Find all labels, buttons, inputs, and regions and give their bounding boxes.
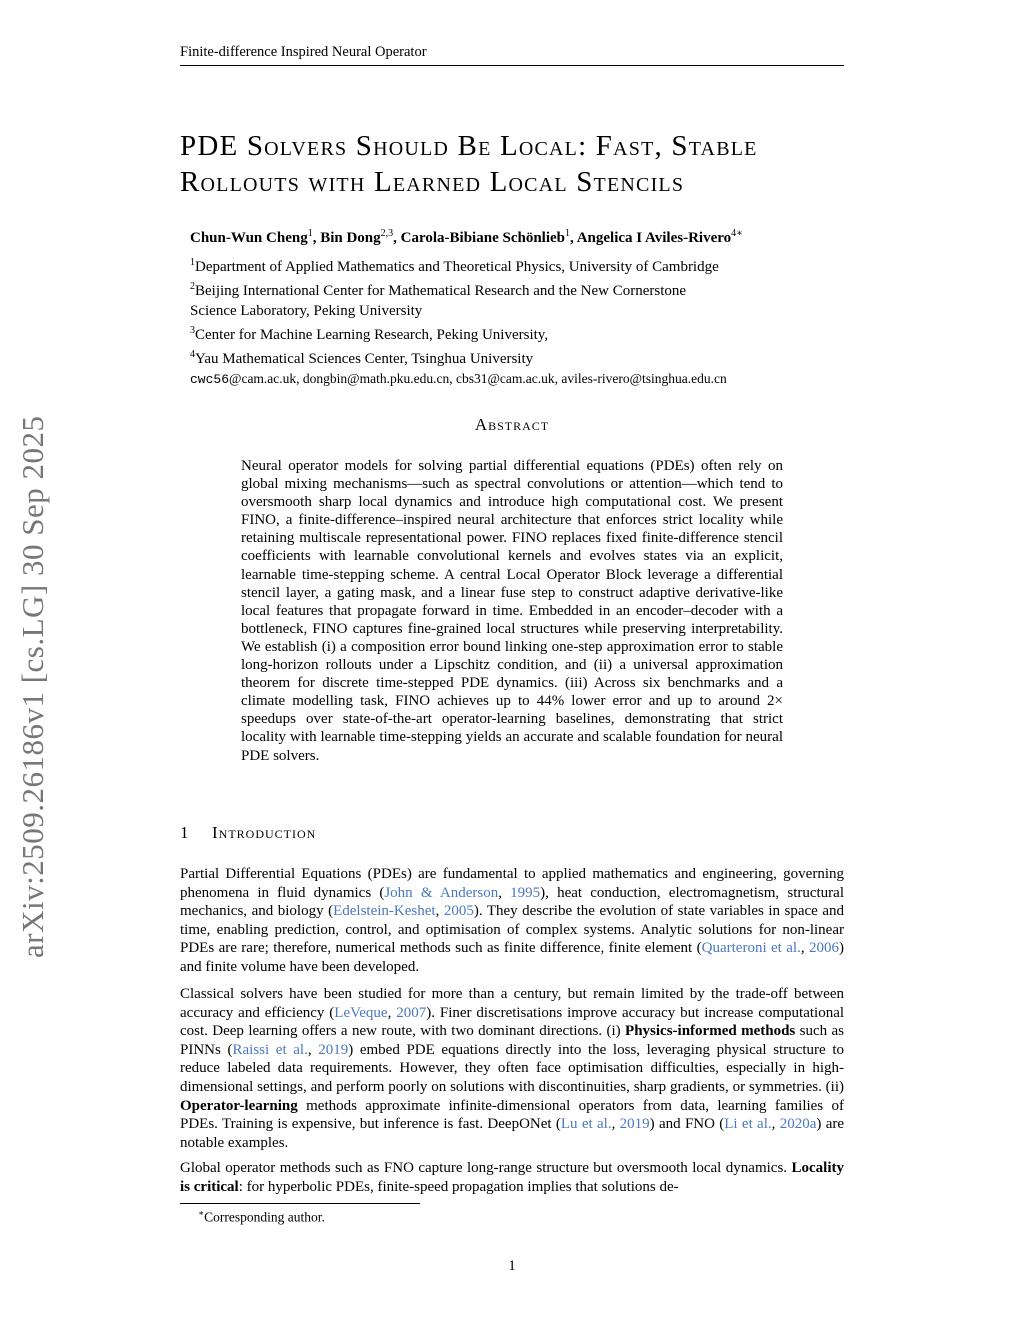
footnote [198,1208,325,1226]
email-mono-prefix[interactable]: cwc56 [190,372,230,388]
section-title: Introduction [212,823,317,842]
citation-link[interactable]: LeVeque, 2007 [334,1004,427,1021]
abstract-text: Neural operator models for solving partial differential equations (PDEs) often rely on global mixing mechanisms—such as spectral convolutions or attention—which tend to oversmooth sharp local dynamics and introduce high computational cost. We present FINO, a finite-difference–inspired neural architecture that enforces strict locality while retaining multiscale representational power. FINO replaces fixed finite-difference stencil coefficients with learnable convolutional kernels and evolves states via an explicit, learnable time-stepping scheme. A central Local Operator Block leverage a differential stencil layer, a gating mask, and a linear fuse step to construct adaptive derivative-like local features that propagate forward in time. Embedded in an encoder–decoder with a bottleneck, FINO captures fine-grained local structures while preserving interpretability. We establish (i) a composition error bound linking one-step approximation error to stable long-horizon rollouts under a Lipschitz condition, and (ii) a universal approximation theorem for discrete time-stepped PDE dynamics. (iii) Across six benchmarks and a climate modelling task, FINO achieves up to 44% lower error and up to around 2× speedups over state-of-the-art operator-learning baselines, demonstrating that strict locality with learnable time-stepping yields an accurate and scalable foundation for neural PDE solvers. [241,458,783,764]
footnote-marker: ∗ [198,1208,205,1218]
citation-link[interactable]: John & Anderson, 1995 [384,884,541,901]
author-affiliation-marker: 1 [307,228,313,239]
text-run: ). Finer discretisations improve accuracy but increase computational cost. Deep learning offers a new route, with two dominant directions. (i) [180,1004,845,1040]
citation-link[interactable]: Li et al., 2020a [724,1116,817,1133]
affiliation-marker: 2 [190,281,195,293]
section-number: 1 [180,823,190,842]
text-run: methods approximate infinite-dimensional operators from data, learning families of PDEs. Training is expensive, but inference is fast. DeepONet ( [180,1097,844,1133]
footnote-text: Corresponding author. [204,1209,325,1225]
text-run: ), heat conduction, electromagnetism, structural mechanics, and biology ( [180,884,845,920]
affiliation-line [190,277,850,301]
text-run: Partial Differential Equations (PDEs) are fundamental to applied mathematics and engineering, governing phenomena in fluid dynamics ( [180,866,844,901]
bold-term: Locality is critical [180,1160,844,1195]
text-run: Global operator methods such as FNO capture long-range structure but oversmooth local dynamics. [180,1160,792,1176]
affiliation-list [190,253,850,390]
affiliation-text: Department of Applied Mathematics and Theoretical Physics, University of Cambridge [195,259,719,275]
citation-link[interactable]: Edelstein-Keshet, 2005 [333,903,474,920]
affiliation-text: Beijing International Center for Mathematical Research and the New Cornerstone [195,283,687,300]
author-affiliation-marker: 4∗ [731,228,743,239]
text-run: ). They describe the evolution of state variables in space and time, enabling prediction, control, and optimisation of complex systems. Analytic solutions for non-linear PDEs are rare; therefore, numerical methods such as finite difference, finite element ( [180,903,844,957]
paragraph [180,985,844,1152]
citation-link[interactable]: Raissi et al., 2019 [232,1041,349,1058]
paragraph [180,1159,844,1196]
affiliation-marker: 3 [190,324,195,336]
author-affiliation-marker: 2,3 [380,228,394,239]
author-name: Chun-Wun Cheng [190,230,308,246]
footnote-divider [180,1203,420,1204]
email-line [190,369,850,389]
text-run: ) embed PDE equations directly into the loss, leveraging physical structure to reduce labeled data requirements. However, they often face optimisation difficulties, especially in high-dimensional settings, and perform poorly on solutions with discontinuities, sharp gradients, or symmetries. (ii) [180,1041,845,1095]
section-heading-introduction [180,823,316,843]
affiliation-line [190,253,850,277]
citation-link[interactable]: Lu et al., 2019 [560,1116,650,1133]
bold-term: Physics-informed methods [625,1023,796,1040]
affiliation-line [190,321,850,345]
affiliation-text: Yau Mathematical Sciences Center, Tsinghua University [195,351,534,368]
page-number: 1 [508,1258,516,1274]
running-head: Finite-difference Inspired Neural Operator [180,44,844,66]
author-name: Angelica I Aviles-Rivero [576,230,732,246]
author-affiliation-marker: 1 [565,228,570,239]
author-list: Chun-Wun Cheng$^1$, Bin Dong$^{2,3}$, Carola-Bibiane Schönlieb$^1$, Angelica I Aviles-Rivero$^{4∗}$ [190,228,743,246]
text-run: : for hyperbolic PDEs, finite-speed propagation implies that solutions de- [238,1178,679,1195]
paragraph [180,865,844,977]
arxiv-identifier-stamp[interactable]: arXiv:2509.26186v1 [cs.LG] 30 Sep 2025 [15,415,50,958]
citation-link[interactable]: Quarteroni et al., 2006 [701,940,840,957]
email-addresses[interactable]: @cam.ac.uk, dongbin@math.pku.edu.cn, cbs31@cam.ac.uk, aviles-rivero@tsinghua.edu.cn [229,371,727,387]
author-name: Carola-Bibiane Schönlieb [400,230,565,246]
affiliation-marker: 1 [190,257,195,268]
bold-term: Operator-learning [180,1097,298,1114]
text-run: Classical solvers have been studied for more than a century, but remain limited by the trade-off between accuracy and efficiency ( [180,986,844,1021]
affiliation-marker: 4 [190,349,195,361]
abstract-heading: Abstract [474,415,550,434]
affiliation-text: Center for Machine Learning Research, Peking University, [195,326,549,343]
paper-title: PDE Solvers Should Be Local: Fast, Stable Rollouts with Learned Local Stencils [180,130,758,198]
author-name: Bin Dong [320,230,381,246]
text-run: ) and FNO ( [649,1116,725,1133]
text-run: ) are notable examples. [180,1116,845,1151]
affiliation-text: Science Laboratory, Peking University [190,302,423,319]
text-run: such as PINNs ( [180,1023,845,1058]
affiliation-line [190,302,850,321]
affiliation-line [190,345,850,369]
text-run: ) and finite volume have been developed. [180,940,845,975]
